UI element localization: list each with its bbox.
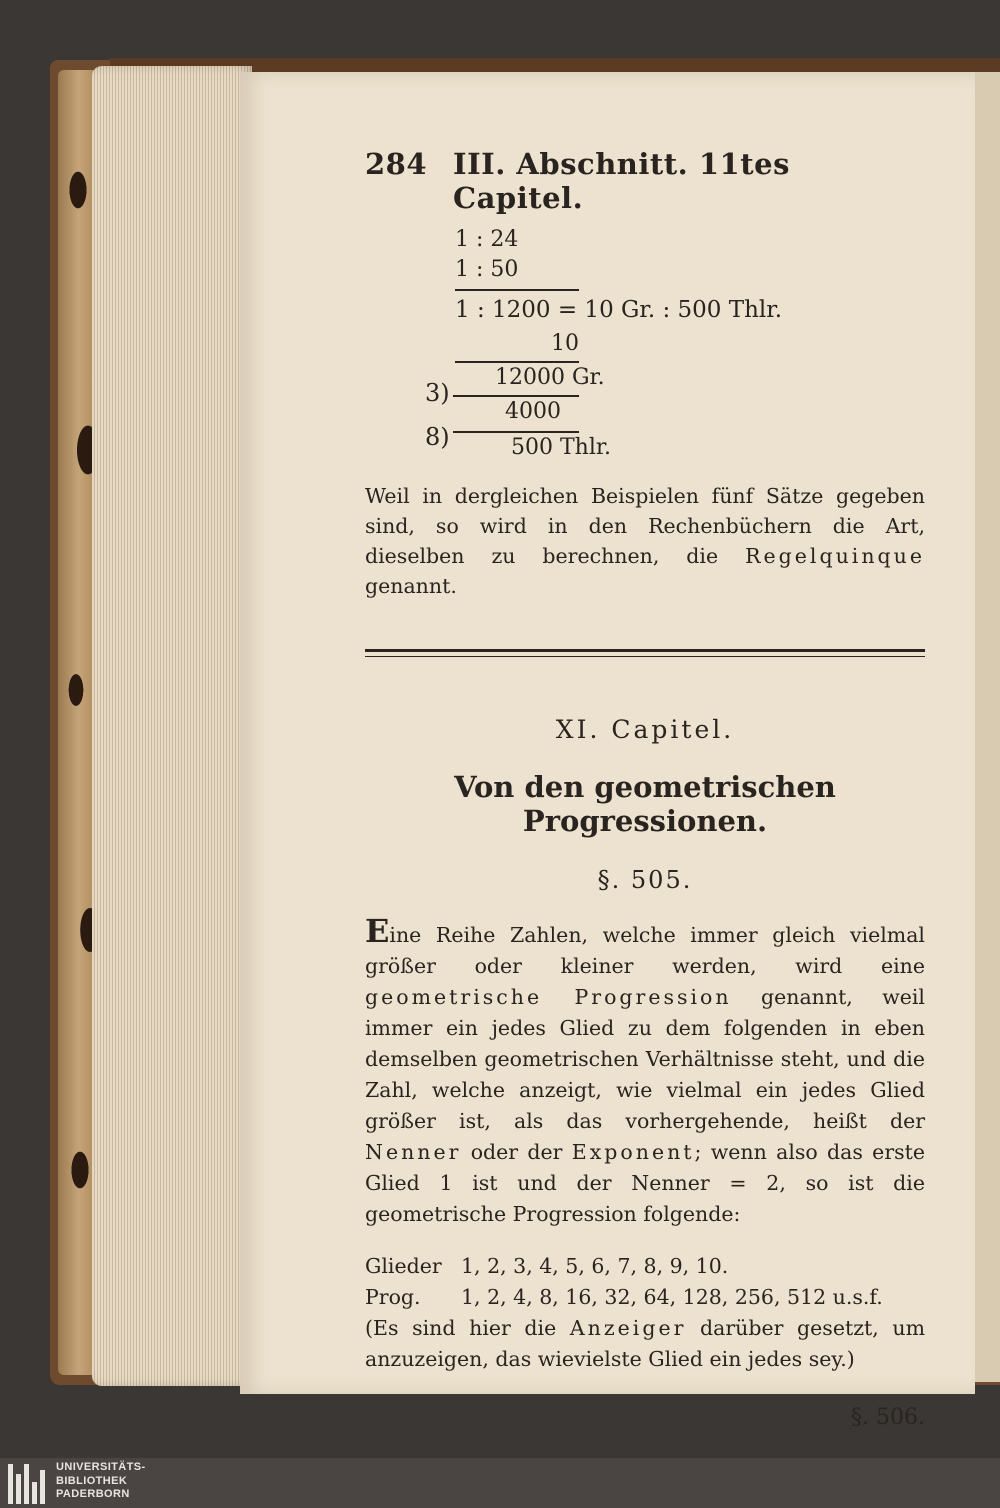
page-content [365,135,925,1430]
library-name [56,1461,146,1502]
text: darüber gesetzt, um anzuzeigen, das wievielste Glied ein jedes sey.) [365,1315,926,1371]
library-logo-icon [8,1464,48,1504]
emphasized-term: Exponent [571,1140,695,1164]
table-row [365,1282,925,1313]
emphasized-term: Anzeiger [569,1315,687,1340]
paragraph [365,1313,925,1375]
chapter-number: XI. Capitel. [555,715,735,744]
emphasized-term: Nenner [365,1140,462,1164]
progression-table [365,1251,925,1313]
page-number: 284 [365,147,428,181]
calc-line: 1 : 1200 = 10 Gr. : 500 Thlr. [455,297,783,323]
emphasized-term: Regelquinque [745,544,925,568]
paragraph [365,912,926,1230]
section-divider [365,649,925,657]
library-footer [0,1458,1000,1508]
running-header [365,147,925,215]
divisor: 8) [425,423,450,451]
calc-line: 1 : 24 [455,227,519,252]
table-row [365,1251,925,1282]
text: (Es sind hier die [365,1315,570,1340]
paragraph [365,481,925,601]
catchword: §. 506. [851,1404,925,1430]
row-values: 1, 2, 3, 4, 5, 6, 7, 8, 9, 10. [461,1253,729,1278]
calculation-block [365,227,925,460]
calc-rule [453,431,579,433]
calc-line: 1 : 50 [455,257,519,282]
row-label: Glieder [365,1253,442,1278]
running-title: III. Abschnitt. 11tes Capitel. [453,147,790,215]
text: ; wenn also das erste Glied 1 ist und der Nenner = 2, so ist die geometrische Progression folgende: [365,1140,926,1226]
library-name-line: BIBLIOTHEK [56,1474,128,1487]
library-name-line: PADERBORN [56,1488,130,1500]
text: genannt, weil immer ein jedes Glied zu dem folgenden in eben demselben geometrischen Verhältnisse steht, und die Zahl, welche anzeigt, wie vielmal ein jedes Glied größer ist, als das vorhergehende, heißt der [365,985,925,1133]
next-page-edge [975,72,1000,1382]
row-label: Prog. [365,1284,421,1309]
calc-line: 4000 [505,399,561,424]
calc-line: 500 Thlr. [511,435,611,460]
page-edges [92,66,252,1386]
text: genannt. [365,574,457,598]
text: oder der [461,1140,572,1164]
emphasized-term: geometrische Progression [365,985,732,1009]
calc-line: 10 [551,331,579,356]
text: Weil in dergleichen Beispielen fünf Sätze gegeben sind, so wird in den Rechenbüchern die Art, dieselben zu berechnen, die [365,484,925,568]
chapter-title: Von den geometrischen Progressionen. [454,770,836,838]
library-name-line: UNIVERSITÄTS- [56,1461,146,1473]
section-number: §. 505. [597,866,693,894]
calc-line: 12000 Gr. [495,365,605,390]
calc-rule [455,289,579,291]
row-values: 1, 2, 4, 8, 16, 32, 64, 128, 256, 512 u.s.f. [461,1284,883,1309]
calc-rule [455,361,579,363]
divisor: 3) [425,379,450,407]
drop-cap: E [365,912,390,950]
calc-rule [453,395,579,397]
text: ine Reihe Zahlen, welche immer gleich vielmal größer oder kleiner werden, wird eine [365,923,925,978]
